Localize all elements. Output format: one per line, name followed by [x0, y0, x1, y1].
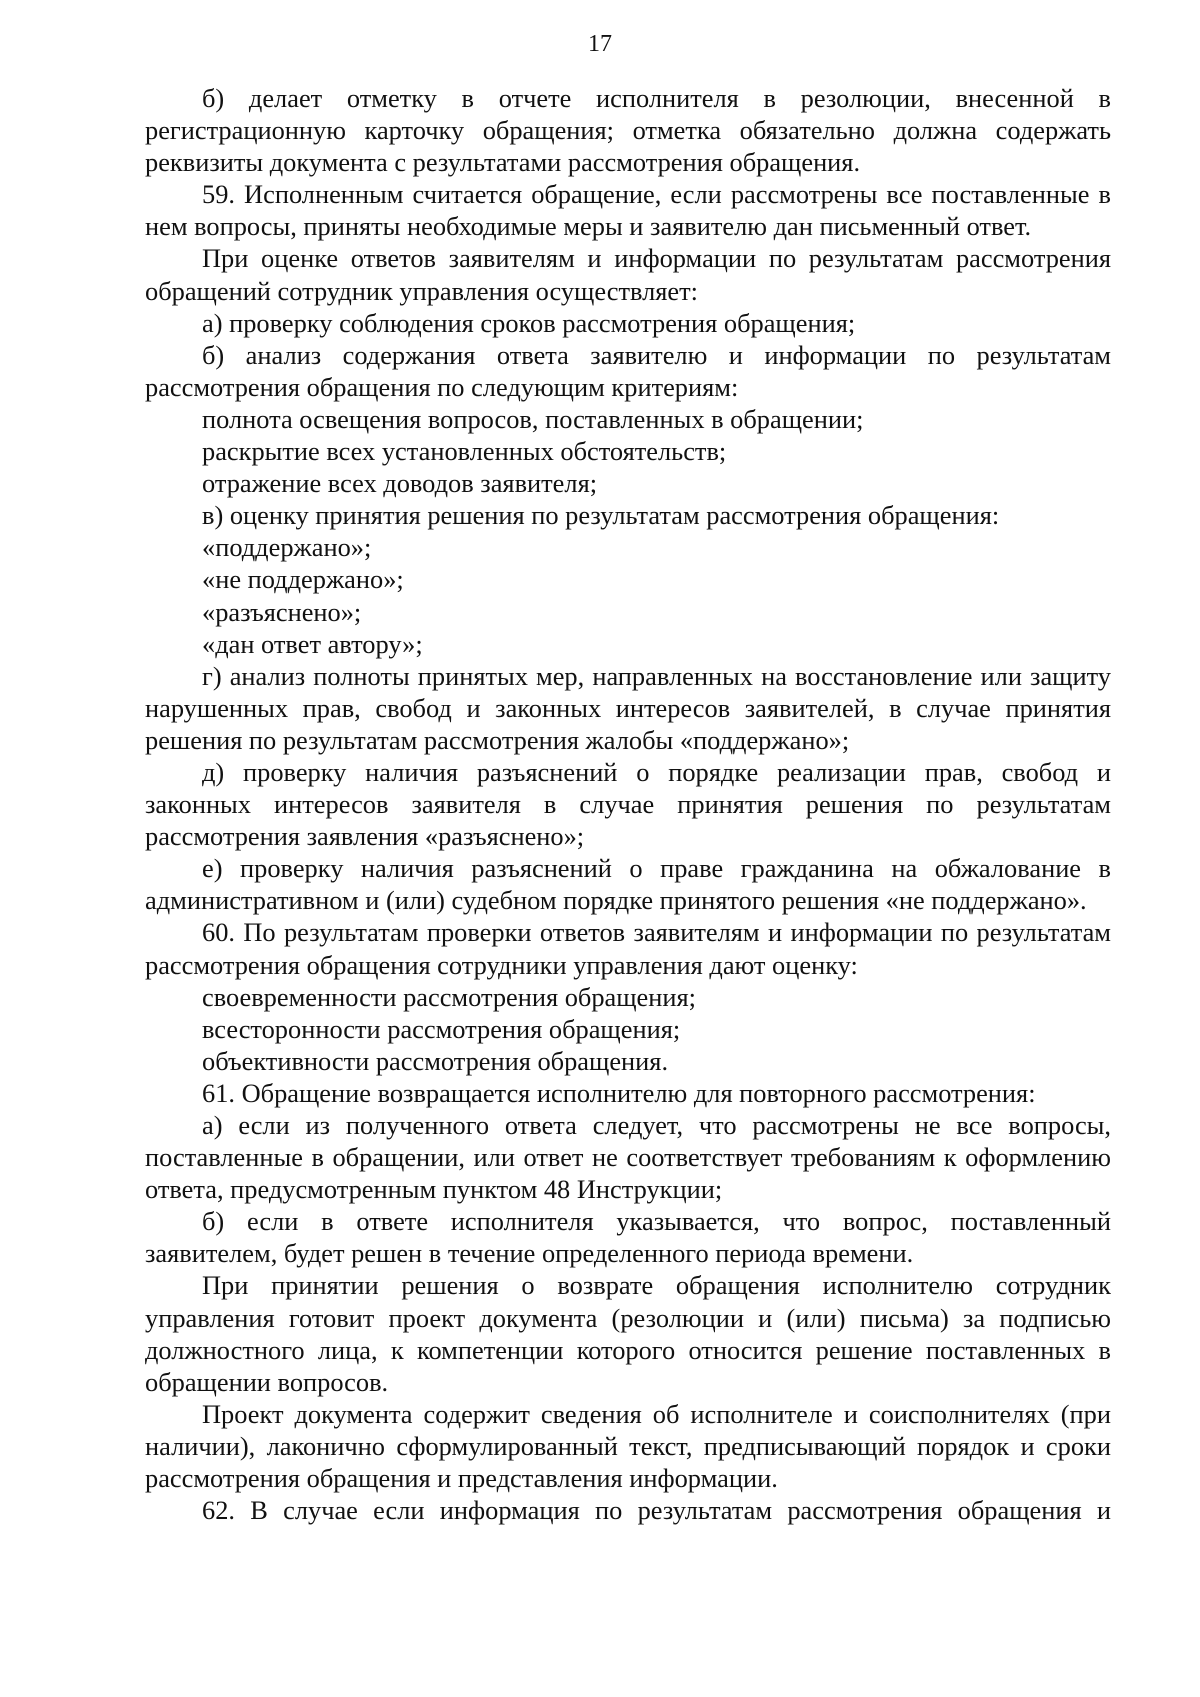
paragraph: При оценке ответов заявителям и информации по результатам рассмотрения обращений сотрудник управления осуществляет:: [145, 243, 1111, 306]
paragraph: объективности рассмотрения обращения.: [202, 1045, 669, 1076]
paragraph: своевременности рассмотрения обращения;: [202, 981, 696, 1012]
paragraph: «не поддержано»;: [202, 564, 404, 595]
paragraph: а) если из полученного ответа следует, что рассмотрены не все вопросы, поставленные в обращении, или ответ не соответствует требованиям к оформлению ответа, предусмотренным пунктом 48 Инструкции;: [145, 1110, 1111, 1205]
paragraph: раскрытие всех установленных обстоятельств;: [202, 436, 727, 467]
paragraph: «дан ответ автору»;: [202, 628, 423, 659]
paragraph: полнота освещения вопросов, поставленных в обращении;: [202, 403, 864, 434]
paragraph: «разъяснено»;: [202, 596, 362, 627]
paragraph: отражение всех доводов заявителя;: [202, 468, 598, 499]
paragraph: При принятии решения о возврате обращения исполнителю сотрудник управления готовит проект документа (резолюции и (или) письма) за подписью должностного лица, к компетенции которого относится решение поставленных в обращении вопросов.: [145, 1270, 1111, 1397]
paragraph: 61. Обращение возвращается исполнителю для повторного рассмотрения:: [202, 1077, 1036, 1108]
paragraph: г) анализ полноты принятых мер, направленных на восстановление или защиту нарушенных прав, свобод и законных интересов заявителей, в случае принятия решения по результатам рассмотрения жалобы «поддержано»;: [145, 660, 1111, 755]
paragraph: «поддержано»;: [202, 532, 372, 563]
paragraph: 62. В случае если информация по результатам рассмотрения обращения и: [202, 1495, 1111, 1526]
document-body: [145, 82, 1111, 1526]
paragraph: е) проверку наличия разъяснений о праве гражданина на обжалование в административном и (или) судебном порядке принятого решения «не поддержано».: [145, 853, 1111, 916]
paragraph: всесторонности рассмотрения обращения;: [202, 1013, 681, 1044]
paragraph: 60. По результатам проверки ответов заявителям и информации по результатам рассмотрения обращения сотрудники управления дают оценку:: [145, 917, 1111, 980]
paragraph: б) анализ содержания ответа заявителю и информации по результатам рассмотрения обращения по следующим критериям:: [145, 339, 1111, 402]
paragraph: д) проверку наличия разъяснений о порядке реализации прав, свобод и законных интересов заявителя в случае принятия решения по результатам рассмотрения заявления «разъяснено»;: [145, 756, 1111, 852]
paragraph: б) если в ответе исполнителя указывается, что вопрос, поставленный заявителем, будет решен в течение определенного периода времени.: [145, 1206, 1111, 1269]
paragraph: Проект документа содержит сведения об исполнителе и соисполнителях (при наличии), лаконично сформулированный текст, предписывающий порядок и сроки рассмотрения обращения и представления информации.: [145, 1398, 1111, 1494]
paragraph: 59. Исполненным считается обращение, если рассмотрены все поставленные в нем вопросы, приняты необходимые меры и заявителю дан письменный ответ.: [145, 179, 1111, 242]
paragraph: в) оценку принятия решения по результатам рассмотрения обращения:: [202, 500, 1000, 531]
paragraph: а) проверку соблюдения сроков рассмотрения обращения;: [202, 307, 856, 338]
paragraph: б) делает отметку в отчете исполнителя в резолюции, внесенной в регистрационную карточку обращения; отметка обязательно должна содержать реквизиты документа с результатами рассмотрения обращения.: [145, 83, 1111, 178]
page-number: 17: [588, 31, 612, 57]
